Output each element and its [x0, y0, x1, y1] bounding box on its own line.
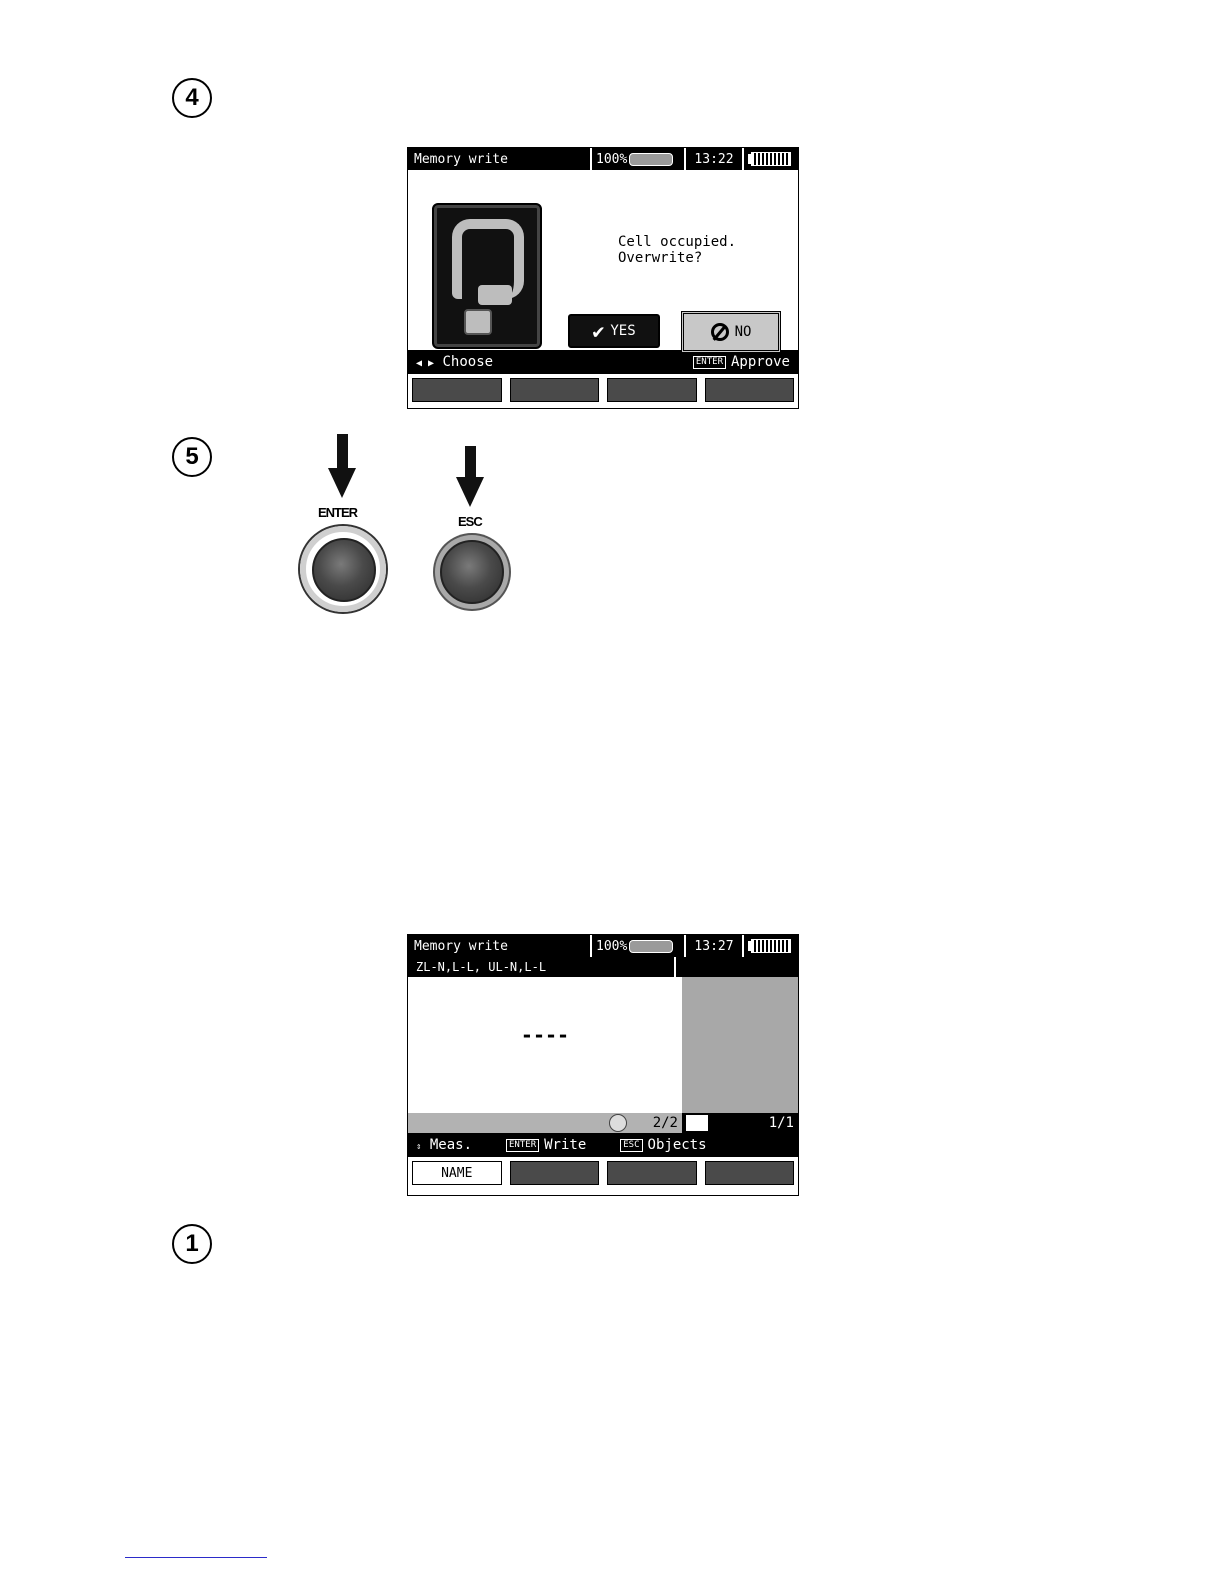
softkey-bar: [408, 374, 798, 406]
softkey-2[interactable]: [510, 1161, 600, 1185]
yes-label: YES: [610, 323, 636, 339]
no-label: NO: [734, 324, 752, 340]
hint-choose: Choose: [442, 354, 494, 370]
measurement-type-bar: [408, 957, 798, 977]
clock: 13:22: [694, 151, 734, 167]
yes-button[interactable]: [568, 314, 660, 348]
screen-topbar: [408, 935, 798, 957]
checkmark-icon: ✔: [592, 319, 605, 343]
meter-screen-overwrite: [407, 147, 799, 409]
battery-percent: 100%: [596, 151, 628, 167]
enter-button[interactable]: [300, 526, 386, 612]
accumulator-icon: [629, 940, 673, 953]
result-area: [408, 977, 798, 1113]
enter-knob: [312, 538, 376, 602]
softkey-4[interactable]: [705, 1161, 795, 1185]
left-right-arrows-icon: ◀ ▶: [416, 358, 435, 369]
battery-icon: [748, 152, 791, 166]
accumulator-status: [592, 152, 684, 167]
softkey-3[interactable]: [607, 378, 697, 402]
softkey-1[interactable]: [412, 378, 502, 402]
question-mark-icon: [432, 203, 542, 349]
measurement-type: ZL-N,L-L, UL-N,L-L: [408, 957, 676, 977]
esc-key-icon: ESC: [620, 1139, 642, 1152]
screen-title: Memory write: [414, 938, 508, 954]
step-number-1: 1: [172, 1224, 212, 1264]
memory-panel: [682, 977, 798, 1113]
softkey-bar: [408, 1157, 798, 1189]
result-value: ----: [408, 977, 682, 1113]
no-button[interactable]: [681, 311, 781, 353]
softkey-2[interactable]: [510, 378, 600, 402]
prohibited-icon: [711, 323, 729, 341]
hint-approve: Approve: [730, 354, 790, 370]
softkey-4[interactable]: [705, 378, 795, 402]
enter-key-icon: ENTER: [693, 356, 726, 369]
page-counter-right: 1/1: [768, 1115, 794, 1131]
step-number-5: 5: [172, 437, 212, 477]
softkey-3[interactable]: [607, 1161, 697, 1185]
page-counter-left: 2/2: [652, 1115, 678, 1131]
accumulator-status: [592, 939, 684, 954]
meter-screen-memory-write: [407, 934, 799, 1196]
page-status-row: [408, 1113, 798, 1133]
screen-topbar: [408, 148, 798, 170]
esc-knob: [440, 540, 504, 604]
footnote-divider: [125, 1557, 267, 1558]
enter-button-label: ENTER: [318, 505, 358, 520]
disc-icon: [609, 1114, 627, 1132]
up-down-arrows-icon: ⇕: [416, 1142, 422, 1152]
message-line-1: Cell occupied.: [618, 234, 737, 250]
screen-title: Memory write: [414, 151, 508, 167]
hint-bar: [408, 1133, 798, 1157]
accumulator-icon: [629, 153, 673, 166]
step-number-4: 4: [172, 78, 212, 118]
meter-icon: [686, 1115, 708, 1131]
hint-bar: [408, 350, 798, 374]
hint-write: Write: [544, 1137, 587, 1153]
esc-button-label: ESC: [458, 514, 482, 529]
battery-icon: [748, 939, 791, 953]
dialog-body: [408, 170, 798, 350]
dialog-message: [618, 234, 736, 266]
hint-meas: Meas.: [429, 1137, 473, 1153]
clock: 13:27: [694, 938, 734, 954]
softkey-name[interactable]: NAME: [412, 1161, 502, 1185]
message-line-2: Overwrite?: [618, 250, 703, 266]
battery-percent: 100%: [596, 938, 628, 954]
enter-key-icon: ENTER: [506, 1139, 539, 1152]
esc-button[interactable]: [435, 535, 509, 609]
hint-objects: Objects: [647, 1137, 707, 1153]
